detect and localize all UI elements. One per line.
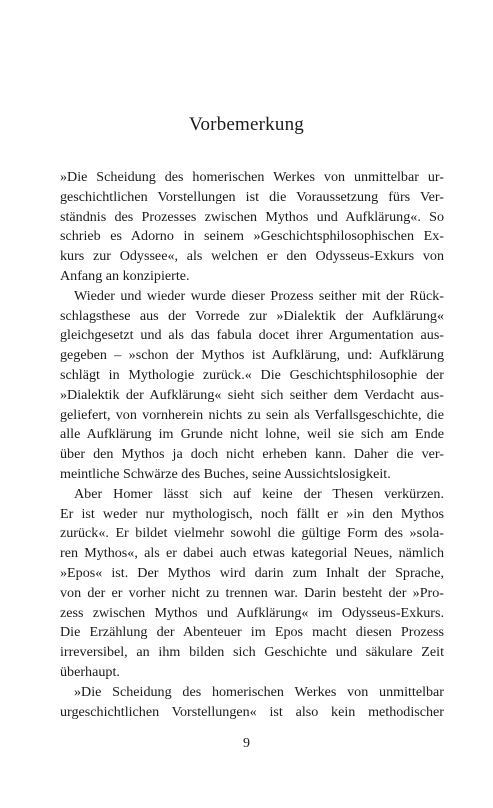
text-line: Wieder und wieder wurde dieser Prozess seither mit der Rück- [74,287,444,304]
text-line: Aber Homer lässt sich auf keine der Thesen verkürzen. [74,485,444,502]
text-line: schrieb es Adorno in seinem »Geschichtsphilosophischen Ex- [60,228,444,245]
text-line: über den Mythos ja doch nicht erheben kann. Daher die ver- [60,446,444,463]
chapter-heading: Vorbemerkung [189,114,304,135]
text-line: zurück«. Er bildet vielmehr sowohl die gültige Form des »sola- [60,525,444,542]
text-line: »Die Scheidung des homerischen Werkes von unmittelbar ur- [60,169,444,185]
text-line: geschichtlichen Vorstellungen ist die Voraussetzung fürs Ver- [60,188,444,205]
text-line: gegeben – »schon der Mythos ist Aufklärung, und: Aufklärung [60,347,444,364]
paragraph [60,168,444,287]
paragraph [60,485,444,683]
text-line: überhaupt. [60,663,120,680]
paragraph [60,287,444,485]
text-line: gleichgesetzt und als das fabula docet ihrer Argumentation aus- [60,327,444,344]
text-line: Anfang an konzipierte. [60,267,190,284]
text-line: Er ist weder nur mythologisch, noch fällt er »in den Mythos [60,505,444,522]
text-line: meintliche Schwärze des Buches, seine Aussichtslosigkeit. [60,465,391,482]
text-line: kurs zur Odyssee«, als welchen er den Odysseus-Exkurs von [60,248,444,265]
text-line: geliefert, von vornherein nichts zu sein als Verfallsgeschichte, die [60,406,444,423]
text-line: irreversibel, an ihm bilden sich Geschichte und säkulare Zeit [60,644,444,661]
text-line: ren Mythos«, als er dabei auch etwas kategorial Neues, nämlich [60,545,444,562]
text-line: zess zwischen Mythos und Aufklärung« im Odysseus-Exkurs. [60,604,444,621]
text-line: »Die Scheidung des homerischen Werkes von unmittelbar [74,683,444,700]
body-text [60,168,444,722]
page-number: 9 [243,736,250,751]
text-line: »Dialektik der Aufklärung« sieht sich seither dem Verdacht aus- [60,386,444,403]
paragraph [60,683,444,723]
text-line: schlagsthese aus der Vorrede zur »Dialektik der Aufklärung« [60,307,444,324]
text-line: »Epos« ist. Der Mythos wird darin zum Inhalt der Sprache, [60,564,444,581]
text-line: ständnis des Prozesses zwischen Mythos und Aufklärung«. So [60,208,444,225]
text-line: schlägt in Mythologie zurück.« Die Geschichtsphilosophie der [60,366,444,383]
text-line: alle Aufklärung im Grunde nicht lohne, weil sie sich am Ende [60,426,444,443]
text-line: Die Erzählung der Abenteuer im Epos macht diesen Prozess [60,624,444,641]
text-line: urgeschichtlichen Vorstellungen« ist also kein methodischer [60,703,444,720]
text-line: von der er vorher nicht zu trennen war. Darin besteht der »Pro- [60,584,444,601]
